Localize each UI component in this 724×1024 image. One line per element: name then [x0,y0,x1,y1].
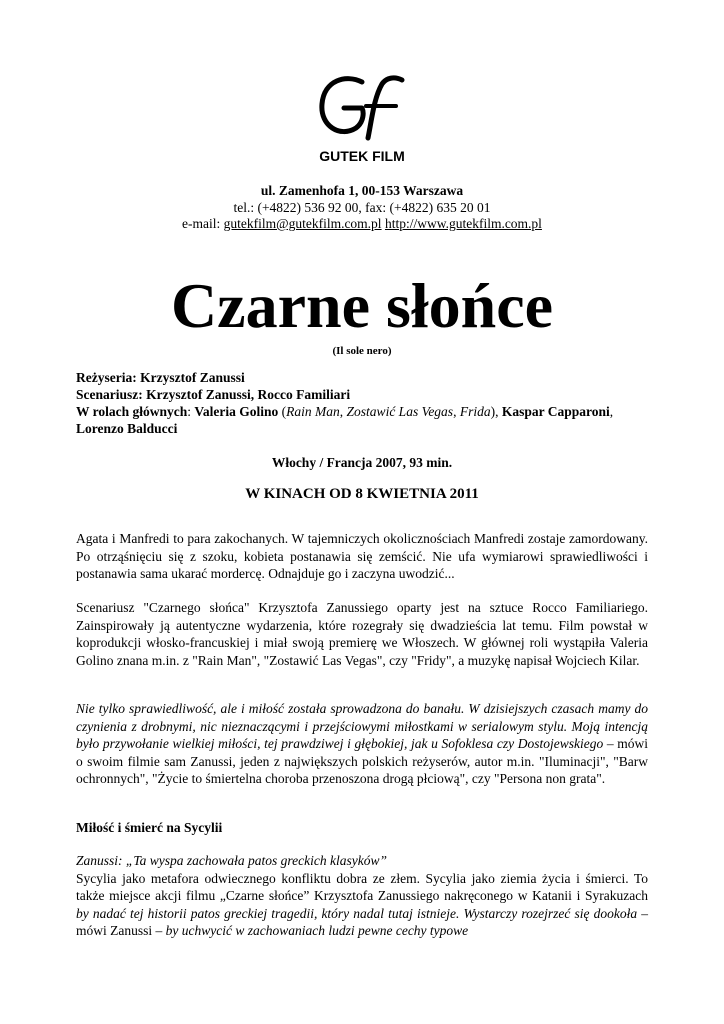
sicily-quote: by uchwycić w zachowaniach ludzi pewne cechy typowe [165,923,469,938]
sicily-quote: by nadać tej historii patos greckiej tragedii, który nadal tutaj istnieje. Wystarczy rozejrzeć się dookoła [76,905,638,921]
sicily-text: Sycylia jako metafora odwiecznego konfliktu dobra ze złem. Sycylia jako ziemia życia i śmierci. To także miejsce akcji filmu „Czarne słońce” Krzysztofa Zanussiego nakręconego w Katanii i Syrakuzach [76,870,648,903]
comma: , [609,404,614,419]
street-address: ul. Zamenhofa 1, 00-153 Warszawa [260,183,464,198]
sicily-body [76,870,648,940]
synopsis-paragraph: Agata i Manfredi to para zakochanych. W tajemniczych okolicznościach Manfredi zostaje zamordowany. Po otrząśnięciu się z szoku, kobieta postanawia się zemścić. Nie ufa wymiarowi sprawiedliwości i postanawia sama ukarać mordercę. Odnajduje go i zaczyna uwodzić... [76,531,648,581]
film-ref: Frida [459,404,491,419]
gf-monogram-icon [300,68,424,148]
original-title: (Il sole nero) [332,345,392,357]
cast-label: W rolach głównych [76,404,188,419]
comma: , [339,404,347,419]
paren-close: ), [490,404,502,419]
screenplay-credit: Scenariusz: Krzysztof Zanussi, Rocco Familiari [76,387,351,402]
contact-block [0,183,724,233]
section-heading: Miłość i śmierć na Sycylii [76,820,223,835]
cast-member: Kaspar Capparoni [501,404,610,419]
email-line [0,216,724,233]
credits-block [76,369,650,437]
film-ref: Zostawić Las Vegas [346,404,454,419]
email-link[interactable]: gutekfilm@gutekfilm.com.pl [223,216,382,231]
sicily-text: – mówi Zanussi – [76,905,648,938]
email-label: e-mail: [182,216,224,231]
film-title: Czarne słońce [170,270,554,341]
quote-attribution: – mówi o swoim filmie sam Zanussi, jeden z największych polskich reżyserów, autor m.in. "Iluminacji", "Barw ochronnych", "Życie to śmiertelna choroba przenoszona drogą płciową", czy "Persona non grata". [76,736,648,786]
sicily-paragraph [76,852,648,940]
gutek-film-logo [300,68,424,168]
cast-member: Lorenzo Balducci [76,421,178,436]
website-link[interactable]: http://www.gutekfilm.com.pl [384,216,542,231]
cast-lead: Valeria Golino [194,404,279,419]
logo-name: GUTEK FILM [319,148,405,164]
quote-paragraph [76,700,648,788]
paren-open: ( [278,404,287,419]
film-ref: Rain Man [286,404,340,419]
phone-fax: tel.: (+4822) 536 92 00, fax: (+4822) 635 20 01 [233,199,491,215]
cast-credit [76,403,650,437]
sicily-lead: Zanussi: „Ta wyspa zachowała patos greckich klasyków” [76,853,388,868]
comma: , [453,404,460,419]
quote-text: Nie tylko sprawiedliwość, ale i miłość została sprowadzona do banału. W dzisiejszych czasach mamy do czynienia z drobnymi, nic nieznaczącymi i przejściowymi miłostkami w serialowym stylu. Moją intencją było przywołanie wielkiej miłości, tej prawdziwej i głębokiej, jak u Sofoklesa czy Dostojewskiego [76,701,648,751]
about-paragraph: Scenariusz "Czarnego słońca" Krzysztofa Zanussiego oparty jest na sztuce Rocco Familiariego. Zainspirowały ją autentyczne wydarzenia, które rozegrały się dwadzieścia lat temu. Film powstał w koprodukcji włosko-francuskiej i miał swoją premierę we Włoszech. W głównej roli wystąpiła Valeria Golino znana m.in. z "Rain Man", "Zostawić Las Vegas", czy "Fridy", a muzykę napisał Wojciech Kilar. [76,600,648,668]
cast-separator: : [187,404,195,419]
production-info: Włochy / Francja 2007, 93 min. [271,455,453,470]
director-credit: Reżyseria: Krzysztof Zanussi [76,370,245,385]
release-date: W KINACH OD 8 KWIETNIA 2011 [245,486,479,502]
